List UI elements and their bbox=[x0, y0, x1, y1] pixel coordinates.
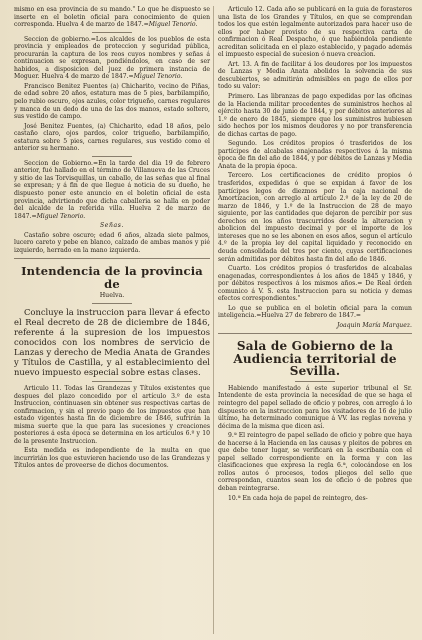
section-rule bbox=[218, 333, 412, 334]
signature: Miguel Tenorio. bbox=[36, 212, 86, 220]
body-paragraph: Habiendo manifestado á este superior tribunal el Sr. Intendente de esta provincia la necesidad de que se haga el reintegro del papel sellado de oficio y pobres, con arreglo á lo dispuesto en la instruccion para los visitadores de 16 de julio último, ha determinado comunique á VV. las reglas novena y décima de la misma que dicen así. bbox=[218, 384, 412, 430]
divider bbox=[295, 381, 335, 382]
rule-paragraph: 10.ª En cada hoja de papel de reintegro, des- bbox=[228, 494, 368, 502]
article-paragraph: Primero. Las libranzas de pago expedidas por las oficinas de la Hacienda militar procedentes de suministros hechos al ejército hasta 30 de junio de 1844, y por débitos anteriores al 1.º de enero de 1845, siempre que los suministros hubiesen sido hechos por los mismos deudores y no por transferencia de dichas cartas de pago. bbox=[218, 93, 412, 138]
column-divider bbox=[213, 6, 214, 634]
left-column bbox=[14, 6, 210, 472]
article-paragraph: Articulo 12. Cada año se publicará en la guia de forasteros una lista de los Grandes y Títulos, en que se comprendan todos los que estén legalmente autorizados para hacer uso de ellos por haber provisto de su respectiva carta de confirmacion ó Real Despacho, ó que habiéndola pendiente acreditan solicitada en el plazo establecido, y pagado además el impuesto especial de sucesion ó nueva creacion. bbox=[218, 6, 412, 59]
horse-description: Castaño sobre oscuro; edad 6 años, alzada siete palmos, lucero careto y pebe en blanco, calzado de ambas manos y pié izquierdo, herrado en la mano izquierda. bbox=[14, 231, 210, 254]
article-paragraph: Tercero. Los certificaciones de crédito propios ó trasferidos, expedidas ó que se expidan á favor de los partícipes legos de diezmos por la caja nacional de Amortizacion, con arreglo al artículo 2.º de la ley de 20 de marzo de 1846, y 1.º de la Instruccion de 28 de mayo siguiente, por las cantidades que dejaron de percibir por sus derechos en los años trascurridos desde la alteracion y abolicion del impuesto decimal y por el importe de los intereses que no se les abonen en esos años, segun el artículo 4.º de la propia ley del capital liquidado y reconocido en deuda consolidada del tres por ciento, cuyas certificaciones serán admitidas por débitos hasta fin del año de 1846. bbox=[218, 172, 412, 263]
section-heading: Intendencia de la provincia de bbox=[21, 264, 203, 291]
section-subheading: Huelva. bbox=[99, 292, 125, 300]
opening-paragraph: mismo en esa provincia de su mando." Lo que he dispuesto se inserte en el boletin oficial para conocimiento de quien corresponda. Huelva 4 de marzo de 1847.=Miguel Tenorio. bbox=[14, 6, 210, 29]
rule-paragraph: 9.ª El reintegro de papel sellado de oficio y pobre que haya de hacerse á la Hacienda en las causas y pleitos de pobres en que debe tener lugar, se verificará en la escribanía con el papel sellado correspondiente en la forma y con las clasificaciones que expresa la regla 6.ª, colocándose en los rollos autos ó procesos, todos pliegos del sello que correspondan, cuantos sean los de oficio ó de pobres que deban reintegrarse. bbox=[218, 432, 412, 493]
right-column bbox=[218, 6, 412, 504]
section-subtitle: Señas. bbox=[99, 222, 124, 230]
signature: Joaquin María Marquez. bbox=[336, 321, 412, 329]
divider bbox=[92, 156, 132, 157]
article-paragraph: Esta medida es independiente de la multa en que incurririán los que estuvieren haciendo uso de las Grandezas y Títulos antes de proveerse de dichos documentos. bbox=[14, 447, 210, 470]
divider bbox=[92, 381, 132, 382]
divider bbox=[92, 303, 132, 304]
article-paragraph: Segundo. Los créditos propios ó trasferidos de los partícipes de alcabalas enajenadas respectivos á la misma época de fin del año de 1844, y por débitos de Lanzas y Media Anata de la propia época. bbox=[218, 140, 412, 170]
notice-paragraph: Seccion de Gobierno.=En la tarde del dia 19 de febrero anterior, fué hallado en el término de Villanueva de las Cruces y sitio de las Torvisquillas, un caballo, de las señas que al final se expresan; y á fin de que llegue á noticia de su dueño, he dispuesto poner este anuncio en el boletin oficial de esta provincia, advirtiendo que dicha caballeria se halla en poder del alcalde de la referida villa. Huelva 2 de marzo de 1847.=Miguel Tenorio. bbox=[14, 159, 210, 220]
article-paragraph: Art. 13. A fin de facilitar á los deudores por los impuestos de Lanzas y Media Anata abolidos la solvencia de sus descubiertos, se admitirán admisibles en pago de ellos por todo su valor: bbox=[218, 60, 412, 91]
article-paragraph: Articulo 11. Todas las Grandezas y Títulos existentes que despues del plazo concedido por el artículo 3.º de esta Instruccion, continuasen sin obtener sus respectivas cartas de confirmacion, y sin el previo pago de los impuestos que han estado vigentes hasta fin de diciembre de 1846, sufrirán la misma suerte que la que para las sucesiones y creaciones posteriores á esta época se determina en los artículos 6.º y 10 de la presente Instruccion. bbox=[14, 384, 210, 445]
closing-paragraph: Lo que se publica en el boletin oficial para la comun inteligencia.=Huelva 27 de febrero de 1847.= bbox=[218, 304, 412, 320]
section-rule bbox=[14, 258, 210, 259]
fugitive-description: Francisco Benitez Fuentes (a) Chicharito, vecino de Piñas, de edad sobre 20 años, estatura mas de 5 pies, barbilampiño, pelo rubio oscuro, ojos azules, color trigueño, carnes regulares y manca de un dedo de una de las dos manos, estado soltero, sus vestido de campo. bbox=[14, 82, 210, 121]
fugitive-description: José Benitez Fuentes, (a) Chicharito, edad 18 años, pelo castaño claro, ojos pardos, color trigueño, barbilampiño, estatura sobre 5 pies, carnes regulares, sus vestido como el anterior su hermano. bbox=[14, 122, 210, 153]
notice-paragraph: Seccion de gobierno.=Los alcaldes de los pueblos de esta provincia y empleados de proteccion y seguridad pública, procurarán la captura de los reos cuyos nombres y señas á continuacion se expresan, pondiéndolos, en caso de ser habidos, a disposicion del juez de primera instancia de Moguer. Huelva 4 de marzo de 1847.=Miguel Tenorio. bbox=[14, 35, 210, 81]
divider bbox=[92, 32, 132, 33]
section-heading: Sala de Gobierno de la Audiencia territorial de Sevilla. bbox=[233, 339, 397, 379]
signature: Miguel Tenorio. bbox=[148, 21, 198, 29]
signature: Miguel Tenorio. bbox=[133, 73, 183, 81]
article-paragraph: Cuarto. Los créditos propios ó trasferidos de alcabalas enagenadas, correspondientes á los años de 1845 y 1846, y por débitos respectivos á los mismos años.= De Real órden comunico á V. S. esta Instruccion para su noticia y demas efectos correspondientes." bbox=[218, 265, 412, 303]
lead-paragraph: Concluye la instruccion para llevar á efecto el Real decreto de 28 de diciembre de 1846, referente á la supresion de los impuestos conocidos con los nombres de servicio de Lanzas y derecho de Media Anata de Grandes y Títulos de Castilla, y al establecimiento del nuevo impuesto especial sobre estas clases. bbox=[14, 306, 210, 377]
